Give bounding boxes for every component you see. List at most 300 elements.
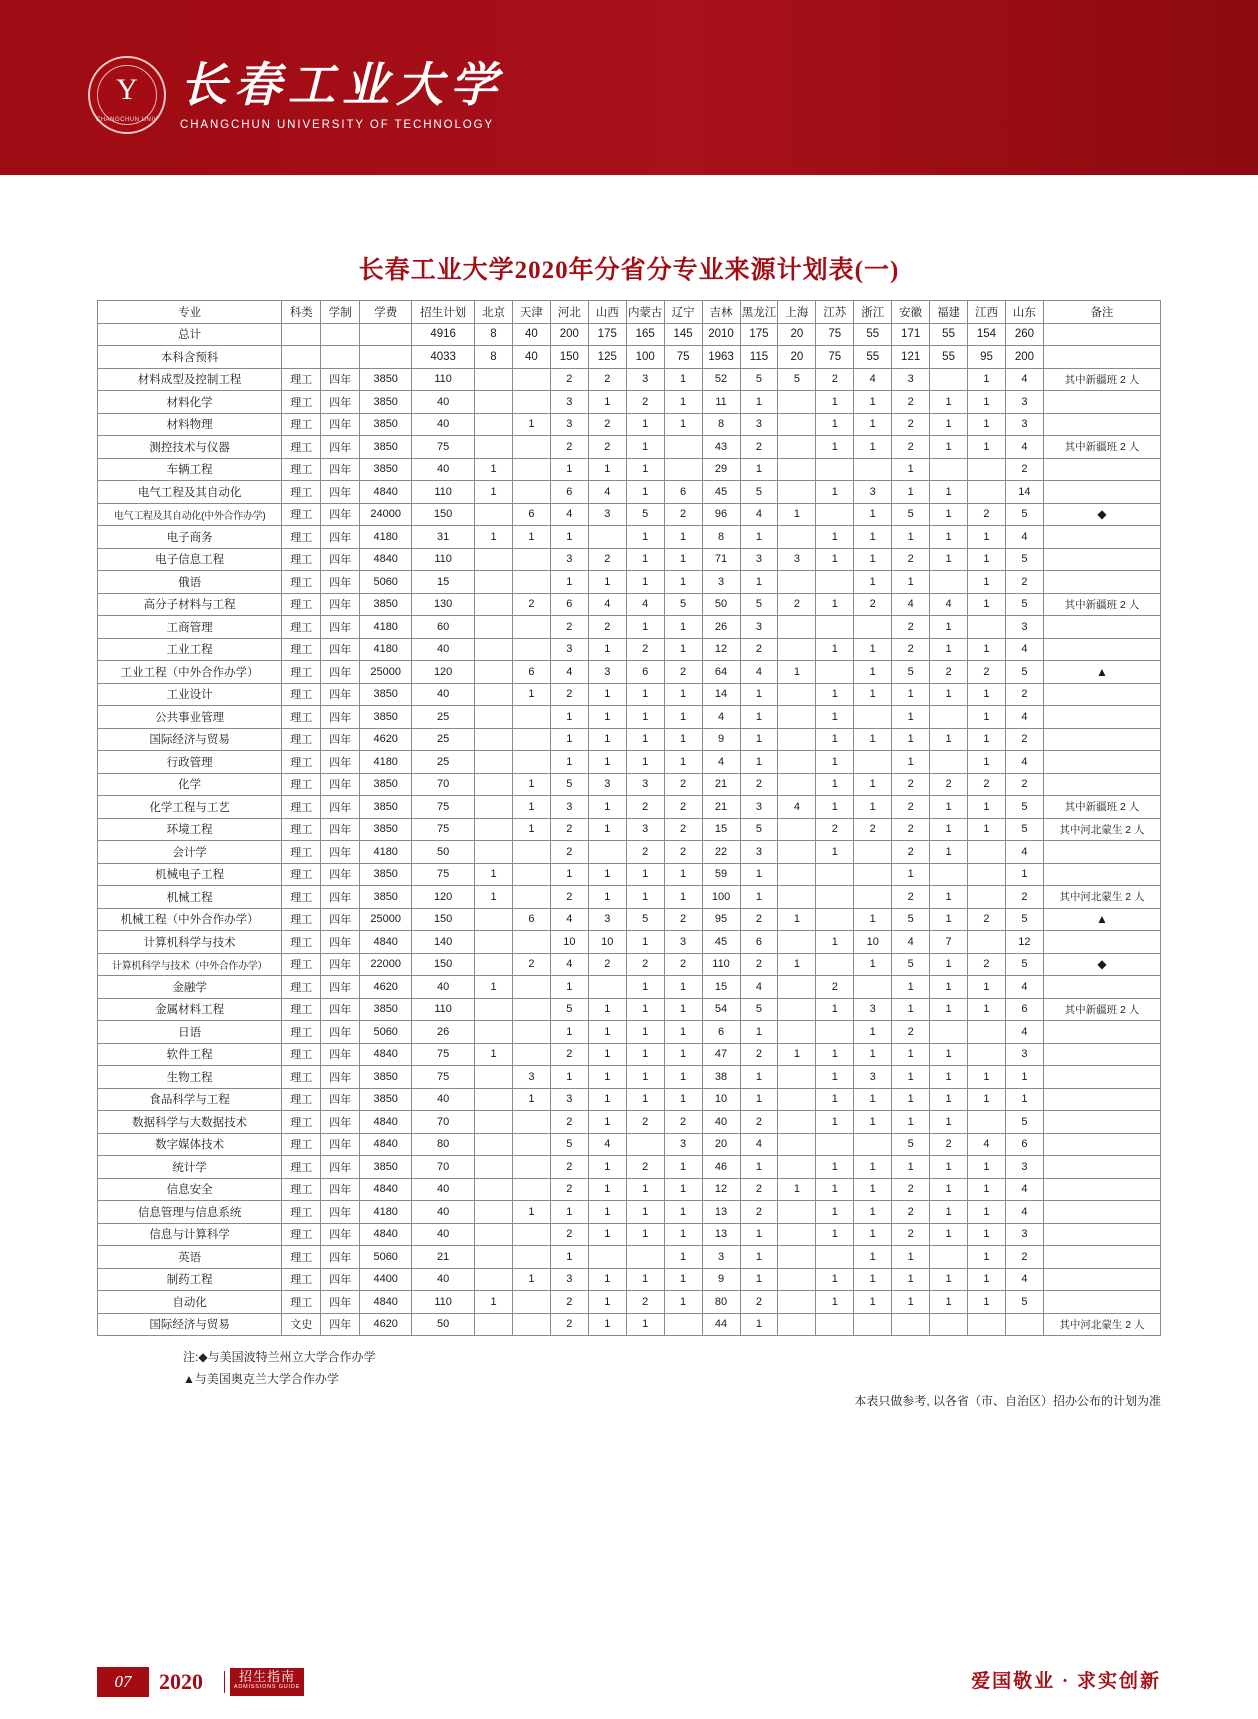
cell-province-6: 3 xyxy=(702,571,740,594)
cell-province-14: 1 xyxy=(1005,1088,1043,1111)
cell-plan-total: 40 xyxy=(412,1223,475,1246)
cell-province-11: 1 xyxy=(892,751,930,774)
cell-province-1: 3 xyxy=(512,1066,550,1089)
column-header-7: 河北 xyxy=(550,301,588,324)
cell-province-1: 1 xyxy=(512,526,550,549)
cell-major: 化学 xyxy=(98,773,282,796)
cell-province-14: 4 xyxy=(1005,526,1043,549)
cell-province-8 xyxy=(778,458,816,481)
cell-major: 数据科学与大数据技术 xyxy=(98,1111,282,1134)
table-row xyxy=(98,796,1161,819)
cell-province-8 xyxy=(778,976,816,999)
cell-province-7: 1 xyxy=(740,886,778,909)
cell-province-1 xyxy=(512,998,550,1021)
cell-province-3: 3 xyxy=(588,503,626,526)
cell-province-1 xyxy=(512,1111,550,1134)
cell-major: 计算机科学与技术 xyxy=(98,931,282,954)
cell-province-14: 4 xyxy=(1005,976,1043,999)
cell-category: 理工 xyxy=(282,1021,321,1044)
cell-province-2: 1 xyxy=(550,526,588,549)
cell-major: 信息与计算科学 xyxy=(98,1223,282,1246)
cell-province-4: 1 xyxy=(626,526,664,549)
cell-province-6: 45 xyxy=(702,931,740,954)
cell-province-2: 2 xyxy=(550,841,588,864)
column-header-15: 浙江 xyxy=(854,301,892,324)
cell-province-6: 29 xyxy=(702,458,740,481)
cell-province-9: 1 xyxy=(816,931,854,954)
cell-tuition: 3850 xyxy=(360,683,412,706)
cell-province-12: 1 xyxy=(930,908,968,931)
cell-province-3: 1 xyxy=(588,1066,626,1089)
table-row xyxy=(98,931,1161,954)
cell-province-8 xyxy=(778,1156,816,1179)
cell-duration: 四年 xyxy=(321,1111,360,1134)
cell-province-12: 2 xyxy=(930,661,968,684)
cell-province-1: 6 xyxy=(512,908,550,931)
cell-province-4: 1 xyxy=(626,1088,664,1111)
cell-province-5: 145 xyxy=(664,323,702,346)
cell-province-3: 1 xyxy=(588,1268,626,1291)
cell-province-6: 50 xyxy=(702,593,740,616)
cell-category: 理工 xyxy=(282,391,321,414)
cell-province-5: 1 xyxy=(664,1291,702,1314)
cell-province-6: 21 xyxy=(702,796,740,819)
cell-province-1 xyxy=(512,1223,550,1246)
cell-province-1 xyxy=(512,841,550,864)
cell-duration xyxy=(321,323,360,346)
cell-note xyxy=(1043,863,1160,886)
cell-tuition: 4840 xyxy=(360,1043,412,1066)
cell-province-14: 5 xyxy=(1005,661,1043,684)
cell-note: ◆ xyxy=(1043,953,1160,976)
cell-province-2: 1 xyxy=(550,976,588,999)
cell-province-12: 4 xyxy=(930,593,968,616)
cell-province-5: 1 xyxy=(664,1268,702,1291)
cell-category: 理工 xyxy=(282,1246,321,1269)
cell-note xyxy=(1043,323,1160,346)
cell-province-4: 3 xyxy=(626,773,664,796)
cell-province-10 xyxy=(854,616,892,639)
cell-province-5: 75 xyxy=(664,346,702,369)
cell-note xyxy=(1043,548,1160,571)
table-row xyxy=(98,1268,1161,1291)
cell-province-12: 55 xyxy=(930,346,968,369)
cell-duration: 四年 xyxy=(321,841,360,864)
cell-province-2: 1 xyxy=(550,728,588,751)
table-row xyxy=(98,886,1161,909)
cell-province-9: 1 xyxy=(816,481,854,504)
cell-plan-total: 75 xyxy=(412,1043,475,1066)
cell-province-14: 2 xyxy=(1005,683,1043,706)
cell-province-12: 1 xyxy=(930,683,968,706)
cell-province-5: 1 xyxy=(664,368,702,391)
cell-province-0 xyxy=(475,931,513,954)
cell-province-0 xyxy=(475,953,513,976)
university-seal-icon xyxy=(88,56,166,134)
cell-tuition: 5060 xyxy=(360,1246,412,1269)
cell-note: ▲ xyxy=(1043,908,1160,931)
cell-plan-total: 75 xyxy=(412,436,475,459)
cell-tuition: 3850 xyxy=(360,593,412,616)
cell-province-1: 1 xyxy=(512,796,550,819)
table-row xyxy=(98,593,1161,616)
cell-duration: 四年 xyxy=(321,1043,360,1066)
cell-province-12: 1 xyxy=(930,998,968,1021)
cell-tuition: 3850 xyxy=(360,886,412,909)
cell-province-1 xyxy=(512,976,550,999)
cell-province-6: 40 xyxy=(702,1111,740,1134)
cell-province-5: 2 xyxy=(664,818,702,841)
cell-note xyxy=(1043,1043,1160,1066)
cell-province-11: 1 xyxy=(892,1291,930,1314)
cell-plan-total: 50 xyxy=(412,1313,475,1336)
cell-province-13: 95 xyxy=(968,346,1006,369)
disclaimer-text: 本表只做参考, 以各省（市、自治区）招办公布的计划为准 xyxy=(854,1394,1161,1408)
cell-province-14: 3 xyxy=(1005,616,1043,639)
cell-province-8: 1 xyxy=(778,953,816,976)
cell-plan-total: 4916 xyxy=(412,323,475,346)
cell-province-12: 1 xyxy=(930,1178,968,1201)
footnote-2: ▲与美国奥克兰大学合作办学 xyxy=(183,1372,339,1386)
cell-province-6: 45 xyxy=(702,481,740,504)
cell-province-8 xyxy=(778,998,816,1021)
cell-province-4: 1 xyxy=(626,886,664,909)
cell-province-10: 2 xyxy=(854,818,892,841)
cell-province-6: 1963 xyxy=(702,346,740,369)
cell-duration: 四年 xyxy=(321,773,360,796)
cell-note: 其中新疆班 2 人 xyxy=(1043,796,1160,819)
cell-province-7: 5 xyxy=(740,998,778,1021)
cell-note xyxy=(1043,571,1160,594)
cell-province-3 xyxy=(588,1246,626,1269)
cell-category: 理工 xyxy=(282,1223,321,1246)
cell-plan-total: 40 xyxy=(412,1178,475,1201)
footer-guide-en: ADMISSIONS GUIDE xyxy=(233,1684,301,1690)
footer-slogan: 爱国敬业 · 求实创新 xyxy=(971,1671,1161,1692)
cell-province-10: 1 xyxy=(854,503,892,526)
cell-province-6: 14 xyxy=(702,683,740,706)
cell-province-3: 3 xyxy=(588,908,626,931)
cell-major: 生物工程 xyxy=(98,1066,282,1089)
cell-major: 行政管理 xyxy=(98,751,282,774)
cell-major: 车辆工程 xyxy=(98,458,282,481)
cell-province-5: 1 xyxy=(664,1088,702,1111)
cell-province-7: 6 xyxy=(740,931,778,954)
cell-duration: 四年 xyxy=(321,728,360,751)
cell-province-5: 2 xyxy=(664,1111,702,1134)
cell-note: 其中河北蒙生 2 人 xyxy=(1043,1313,1160,1336)
cell-province-8 xyxy=(778,571,816,594)
cell-province-5: 5 xyxy=(664,593,702,616)
cell-province-8 xyxy=(778,863,816,886)
cell-note xyxy=(1043,1021,1160,1044)
cell-province-1 xyxy=(512,391,550,414)
column-header-6: 天津 xyxy=(512,301,550,324)
cell-category: 理工 xyxy=(282,1111,321,1134)
cell-province-12 xyxy=(930,571,968,594)
seal-letter: Y xyxy=(116,73,138,106)
cell-province-9: 75 xyxy=(816,323,854,346)
column-header-4: 招生计划 xyxy=(412,301,475,324)
cell-province-10: 1 xyxy=(854,1246,892,1269)
cell-duration: 四年 xyxy=(321,1313,360,1336)
table-row xyxy=(98,1223,1161,1246)
cell-province-8: 5 xyxy=(778,368,816,391)
cell-province-14: 2 xyxy=(1005,728,1043,751)
cell-category: 理工 xyxy=(282,773,321,796)
cell-province-0: 1 xyxy=(475,458,513,481)
cell-duration: 四年 xyxy=(321,1021,360,1044)
cell-province-7: 1 xyxy=(740,1156,778,1179)
cell-category: 理工 xyxy=(282,1156,321,1179)
page-header xyxy=(0,0,1258,175)
cell-province-12 xyxy=(930,368,968,391)
cell-province-0 xyxy=(475,796,513,819)
cell-category: 理工 xyxy=(282,368,321,391)
cell-province-1: 6 xyxy=(512,661,550,684)
cell-province-6: 64 xyxy=(702,661,740,684)
cell-province-10: 1 xyxy=(854,526,892,549)
cell-province-14: 5 xyxy=(1005,908,1043,931)
table-row xyxy=(98,1043,1161,1066)
cell-note xyxy=(1043,391,1160,414)
cell-note xyxy=(1043,346,1160,369)
cell-category: 理工 xyxy=(282,503,321,526)
cell-province-14: 4 xyxy=(1005,706,1043,729)
cell-province-10: 55 xyxy=(854,323,892,346)
table-row xyxy=(98,458,1161,481)
cell-province-0 xyxy=(475,706,513,729)
cell-province-5: 1 xyxy=(664,751,702,774)
cell-category: 理工 xyxy=(282,1066,321,1089)
cell-province-11: 1 xyxy=(892,1156,930,1179)
table-row xyxy=(98,841,1161,864)
cell-note xyxy=(1043,616,1160,639)
cell-province-2: 5 xyxy=(550,773,588,796)
cell-province-10: 1 xyxy=(854,1291,892,1314)
cell-province-8 xyxy=(778,638,816,661)
cell-note: 其中新疆班 2 人 xyxy=(1043,593,1160,616)
cell-province-4: 2 xyxy=(626,796,664,819)
cell-duration: 四年 xyxy=(321,1246,360,1269)
cell-province-3: 10 xyxy=(588,931,626,954)
cell-province-2: 2 xyxy=(550,616,588,639)
cell-province-9: 1 xyxy=(816,1156,854,1179)
cell-province-5 xyxy=(664,458,702,481)
cell-province-11: 1 xyxy=(892,683,930,706)
cell-province-7: 3 xyxy=(740,616,778,639)
cell-province-5: 2 xyxy=(664,841,702,864)
cell-tuition: 4180 xyxy=(360,751,412,774)
cell-province-5: 1 xyxy=(664,616,702,639)
cell-province-9: 1 xyxy=(816,1178,854,1201)
cell-province-8: 1 xyxy=(778,1043,816,1066)
table-row xyxy=(98,1246,1161,1269)
cell-province-14: 4 xyxy=(1005,1021,1043,1044)
column-header-13: 上海 xyxy=(778,301,816,324)
cell-province-3: 1 xyxy=(588,1156,626,1179)
cell-province-3: 2 xyxy=(588,413,626,436)
cell-plan-total: 110 xyxy=(412,1291,475,1314)
cell-province-3: 4 xyxy=(588,1133,626,1156)
cell-tuition: 4840 xyxy=(360,1291,412,1314)
cell-category: 理工 xyxy=(282,1201,321,1224)
cell-province-13: 4 xyxy=(968,1133,1006,1156)
cell-province-7: 5 xyxy=(740,481,778,504)
cell-province-3: 1 xyxy=(588,1223,626,1246)
cell-province-9 xyxy=(816,661,854,684)
cell-province-5: 1 xyxy=(664,571,702,594)
cell-province-4: 5 xyxy=(626,503,664,526)
cell-province-14: 2 xyxy=(1005,773,1043,796)
cell-province-7: 5 xyxy=(740,368,778,391)
table-row xyxy=(98,1201,1161,1224)
cell-plan-total: 40 xyxy=(412,391,475,414)
cell-province-6: 4 xyxy=(702,706,740,729)
cell-province-6: 15 xyxy=(702,976,740,999)
cell-province-0 xyxy=(475,1021,513,1044)
cell-province-9: 1 xyxy=(816,706,854,729)
cell-province-4: 2 xyxy=(626,1111,664,1134)
cell-province-8 xyxy=(778,1111,816,1134)
cell-province-11: 2 xyxy=(892,548,930,571)
cell-province-9: 1 xyxy=(816,436,854,459)
cell-province-5: 1 xyxy=(664,683,702,706)
cell-province-2: 1 xyxy=(550,1201,588,1224)
cell-province-8 xyxy=(778,413,816,436)
cell-province-0 xyxy=(475,571,513,594)
footer-bar xyxy=(97,1667,1161,1697)
cell-province-12: 55 xyxy=(930,323,968,346)
cell-note xyxy=(1043,526,1160,549)
cell-province-5: 2 xyxy=(664,953,702,976)
cell-province-14: 3 xyxy=(1005,391,1043,414)
cell-province-0: 1 xyxy=(475,886,513,909)
cell-province-3: 3 xyxy=(588,773,626,796)
cell-province-1: 1 xyxy=(512,1268,550,1291)
cell-province-2: 1 xyxy=(550,751,588,774)
cell-category: 理工 xyxy=(282,661,321,684)
cell-province-14: 2 xyxy=(1005,458,1043,481)
cell-province-1: 1 xyxy=(512,818,550,841)
cell-province-8 xyxy=(778,818,816,841)
cell-duration: 四年 xyxy=(321,886,360,909)
cell-province-3: 1 xyxy=(588,1178,626,1201)
cell-province-13: 2 xyxy=(968,953,1006,976)
cell-province-0 xyxy=(475,1066,513,1089)
cell-province-0 xyxy=(475,638,513,661)
cell-province-13: 1 xyxy=(968,818,1006,841)
cell-province-10: 3 xyxy=(854,998,892,1021)
cell-tuition: 3850 xyxy=(360,1156,412,1179)
cell-major: 公共事业管理 xyxy=(98,706,282,729)
cell-province-14: 5 xyxy=(1005,818,1043,841)
cell-plan-total: 140 xyxy=(412,931,475,954)
cell-province-3: 1 xyxy=(588,458,626,481)
cell-province-2: 4 xyxy=(550,503,588,526)
cell-province-7: 3 xyxy=(740,841,778,864)
cell-province-10: 1 xyxy=(854,1088,892,1111)
cell-major: 工商管理 xyxy=(98,616,282,639)
cell-category: 理工 xyxy=(282,1291,321,1314)
cell-province-4: 1 xyxy=(626,571,664,594)
cell-province-4: 1 xyxy=(626,1223,664,1246)
cell-tuition: 3850 xyxy=(360,436,412,459)
cell-province-11: 1 xyxy=(892,863,930,886)
cell-province-1 xyxy=(512,1246,550,1269)
cell-plan-total: 150 xyxy=(412,953,475,976)
cell-province-7: 2 xyxy=(740,908,778,931)
cell-province-9: 1 xyxy=(816,548,854,571)
cell-category: 理工 xyxy=(282,976,321,999)
cell-province-2: 2 xyxy=(550,886,588,909)
cell-major: 电子信息工程 xyxy=(98,548,282,571)
cell-province-6: 80 xyxy=(702,1291,740,1314)
cell-province-11: 5 xyxy=(892,953,930,976)
table-row xyxy=(98,908,1161,931)
cell-province-3: 1 xyxy=(588,998,626,1021)
cell-province-13: 1 xyxy=(968,593,1006,616)
cell-duration: 四年 xyxy=(321,998,360,1021)
cell-province-6: 13 xyxy=(702,1223,740,1246)
cell-plan-total: 80 xyxy=(412,1133,475,1156)
cell-duration: 四年 xyxy=(321,931,360,954)
cell-province-9: 1 xyxy=(816,593,854,616)
cell-province-3 xyxy=(588,976,626,999)
cell-province-4: 1 xyxy=(626,1201,664,1224)
cell-province-11: 2 xyxy=(892,886,930,909)
cell-province-1: 1 xyxy=(512,413,550,436)
cell-province-4: 1 xyxy=(626,616,664,639)
table-row xyxy=(98,1291,1161,1314)
cell-tuition: 4620 xyxy=(360,728,412,751)
cell-province-14: 4 xyxy=(1005,1178,1043,1201)
cell-province-3: 2 xyxy=(588,436,626,459)
cell-province-12 xyxy=(930,458,968,481)
cell-province-4: 2 xyxy=(626,1156,664,1179)
cell-province-14: 6 xyxy=(1005,1133,1043,1156)
cell-major: 制药工程 xyxy=(98,1268,282,1291)
cell-province-7: 1 xyxy=(740,728,778,751)
cell-province-0 xyxy=(475,728,513,751)
cell-province-13 xyxy=(968,1313,1006,1336)
cell-province-13: 1 xyxy=(968,1223,1006,1246)
cell-province-14: 2 xyxy=(1005,571,1043,594)
university-logo xyxy=(88,56,504,134)
cell-plan-total: 40 xyxy=(412,413,475,436)
cell-province-7: 115 xyxy=(740,346,778,369)
cell-province-13: 1 xyxy=(968,751,1006,774)
cell-tuition: 3850 xyxy=(360,706,412,729)
cell-plan-total: 40 xyxy=(412,1201,475,1224)
cell-major: 高分子材料与工程 xyxy=(98,593,282,616)
cell-province-8 xyxy=(778,1268,816,1291)
cell-province-12: 2 xyxy=(930,773,968,796)
cell-duration: 四年 xyxy=(321,548,360,571)
cell-province-13: 1 xyxy=(968,1291,1006,1314)
cell-note xyxy=(1043,683,1160,706)
cell-province-8: 1 xyxy=(778,661,816,684)
cell-province-7: 2 xyxy=(740,1043,778,1066)
cell-tuition: 3850 xyxy=(360,391,412,414)
cell-province-13: 1 xyxy=(968,526,1006,549)
cell-province-12 xyxy=(930,863,968,886)
cell-major: 工业工程 xyxy=(98,638,282,661)
cell-province-9: 2 xyxy=(816,818,854,841)
cell-province-4: 1 xyxy=(626,706,664,729)
cell-province-7: 4 xyxy=(740,1133,778,1156)
cell-category: 理工 xyxy=(282,728,321,751)
